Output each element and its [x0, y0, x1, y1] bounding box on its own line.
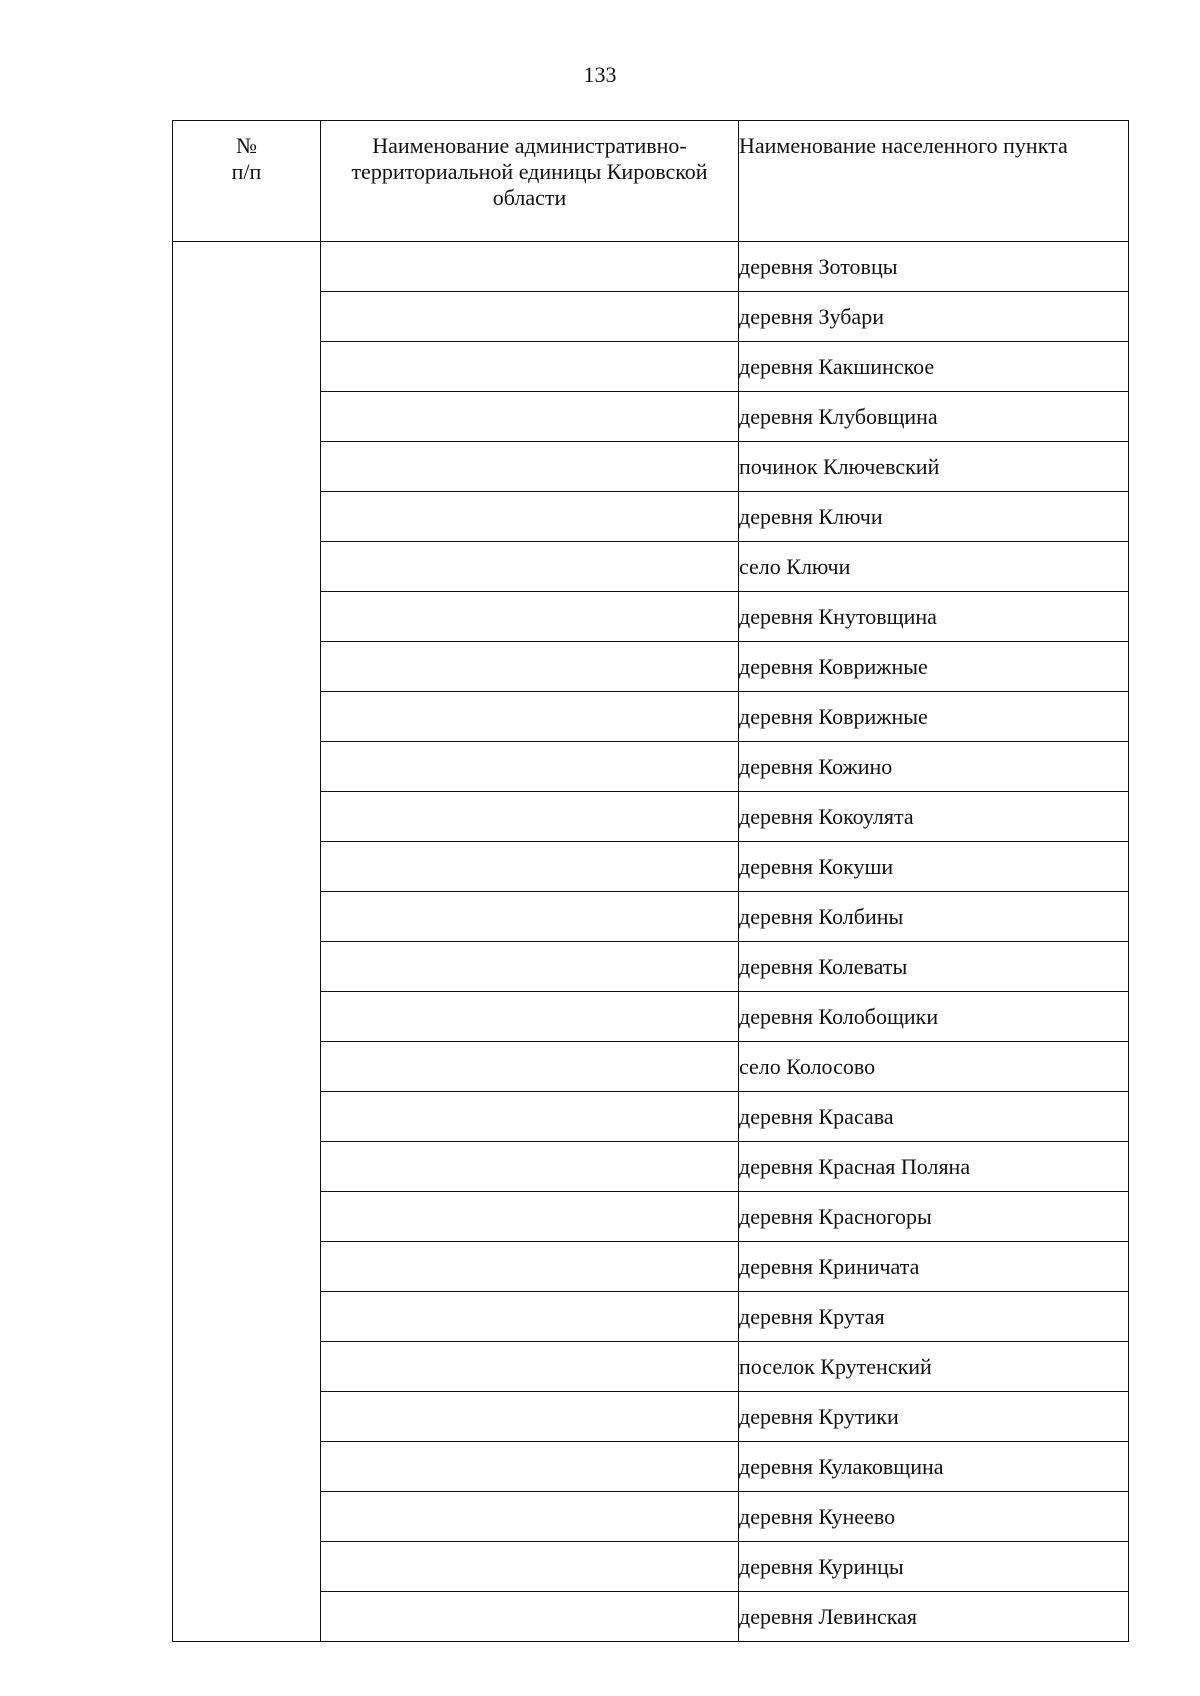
settlement-cell: деревня Какшинское — [739, 342, 1129, 392]
header-admin-unit-label: Наименование административно-территориальной единицы Кировской области — [351, 133, 708, 210]
admin-unit-cell — [321, 692, 739, 742]
settlement-cell: деревня Клубовщина — [739, 392, 1129, 442]
settlement-cell: деревня Зотовцы — [739, 242, 1129, 292]
table-body — [173, 242, 1129, 1642]
admin-unit-cell — [321, 1092, 739, 1142]
admin-unit-cell — [321, 592, 739, 642]
settlement-cell: деревня Зубари — [739, 292, 1129, 342]
admin-unit-cell — [321, 842, 739, 892]
admin-unit-cell — [321, 242, 739, 292]
header-admin-unit — [321, 121, 739, 242]
admin-unit-cell — [321, 1542, 739, 1592]
admin-unit-cell — [321, 942, 739, 992]
table-row — [173, 242, 1129, 292]
settlement-cell: деревня Красная Поляна — [739, 1142, 1129, 1192]
admin-unit-cell — [321, 292, 739, 342]
settlement-cell: деревня Левинская — [739, 1592, 1129, 1642]
settlement-cell: деревня Кожино — [739, 742, 1129, 792]
admin-unit-cell — [321, 1192, 739, 1242]
settlements-table — [172, 120, 1129, 1642]
admin-unit-cell — [321, 342, 739, 392]
header-number — [173, 121, 321, 242]
settlement-cell: деревня Крутая — [739, 1292, 1129, 1342]
header-number-label: № п/п — [231, 133, 262, 184]
admin-unit-cell — [321, 542, 739, 592]
settlement-cell: починок Ключевский — [739, 442, 1129, 492]
admin-unit-cell — [321, 742, 739, 792]
settlement-cell: деревня Красава — [739, 1092, 1129, 1142]
admin-unit-cell — [321, 1042, 739, 1092]
admin-unit-cell — [321, 1442, 739, 1492]
settlement-cell: деревня Коврижные — [739, 642, 1129, 692]
settlement-cell: деревня Крутики — [739, 1392, 1129, 1442]
settlement-cell: деревня Колобощики — [739, 992, 1129, 1042]
settlement-cell: село Колосово — [739, 1042, 1129, 1092]
settlement-cell: деревня Коврижные — [739, 692, 1129, 742]
settlement-cell: деревня Кокуши — [739, 842, 1129, 892]
admin-unit-cell — [321, 642, 739, 692]
settlement-cell: поселок Крутенский — [739, 1342, 1129, 1392]
admin-unit-cell — [321, 442, 739, 492]
admin-unit-cell — [321, 792, 739, 842]
admin-unit-cell — [321, 492, 739, 542]
settlement-cell: деревня Кулаковщина — [739, 1442, 1129, 1492]
admin-unit-cell — [321, 1342, 739, 1392]
admin-unit-cell — [321, 1492, 739, 1542]
admin-unit-cell — [321, 1392, 739, 1442]
admin-unit-cell — [321, 392, 739, 442]
table-header-row — [173, 121, 1129, 242]
settlement-cell: деревня Красногоры — [739, 1192, 1129, 1242]
settlement-cell: село Ключи — [739, 542, 1129, 592]
admin-unit-cell — [321, 992, 739, 1042]
admin-unit-cell — [321, 1142, 739, 1192]
admin-unit-cell — [321, 1242, 739, 1292]
admin-unit-cell — [321, 892, 739, 942]
settlement-cell: деревня Кунеево — [739, 1492, 1129, 1542]
row-number-cell — [173, 242, 321, 1642]
settlement-cell: деревня Криничата — [739, 1242, 1129, 1292]
settlement-cell: деревня Кнутовщина — [739, 592, 1129, 642]
settlement-cell: деревня Колеваты — [739, 942, 1129, 992]
settlement-cell: деревня Куринцы — [739, 1542, 1129, 1592]
page-number: 133 — [583, 62, 617, 87]
settlement-cell: деревня Ключи — [739, 492, 1129, 542]
settlement-cell: деревня Колбины — [739, 892, 1129, 942]
header-settlement-label: Наименование населенного пункта — [739, 133, 1068, 158]
admin-unit-cell — [321, 1592, 739, 1642]
admin-unit-cell — [321, 1292, 739, 1342]
header-settlement — [739, 121, 1129, 242]
settlement-cell: деревня Кокоулята — [739, 792, 1129, 842]
